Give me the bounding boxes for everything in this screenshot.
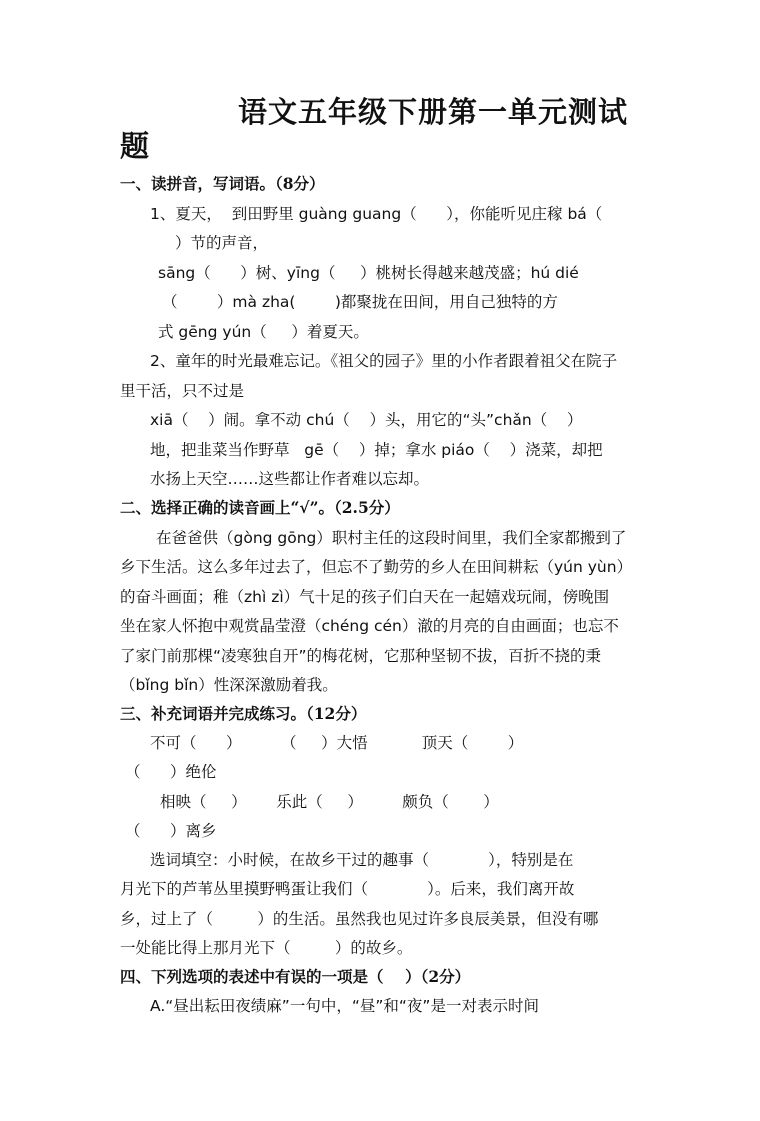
- section-4-line: A.“昼出耘田夜绩麻”一句中，“昼”和“夜”是一对表示时间: [150, 997, 539, 1015]
- section-3-line: 相映（ ） 乐此（ ） 颇负（ ）: [160, 793, 499, 811]
- section-1-line: 2、童年的时光最难忘记。《祖父的园子》里的小作者跟着祖父在院子: [150, 352, 618, 370]
- section-3-line: 一处能比得上那月光下（ ）的故乡。: [120, 939, 413, 957]
- section-4-heading: 四、下列选项的表述中有误的一项是（ ）（2分）: [120, 967, 471, 986]
- page-title-line-1: 语文五年级下册第一单元测试: [238, 95, 629, 129]
- section-1-line: 1、夏天， 到田野里 guàng guang（ ），你能听见庄稼 bá（: [150, 205, 603, 223]
- section-1-line: xiā（ ）闹。拿不动 chú（ ）头，用它的“头”chǎn（ ）: [150, 411, 583, 429]
- page-title-line-2: 题: [120, 129, 151, 163]
- section-1-line: 水扬上天空……这些都让作者难以忘却。: [150, 470, 430, 488]
- section-3-line: 选词填空：小时候，在故乡干过的趣事（ ），特别是在: [150, 851, 574, 869]
- section-3-line: 不可（ ） （ ）大悟 顶天（ ）: [150, 734, 524, 752]
- section-2-heading: 二、选择正确的读音画上“√”。（2.5分）: [120, 498, 400, 517]
- section-3-line: （ ）绝伦: [125, 763, 217, 781]
- section-1-line: 里干活，只不过是: [120, 382, 245, 400]
- section-1-heading: 一、读拼音，写词语。（8分）: [120, 174, 325, 193]
- section-2-line: （bǐng bǐn）性深深激励着我。: [120, 676, 338, 694]
- section-2-line: 坐在家人怀抱中观赏晶莹澄（chéng cén）澈的月亮的自由画面；也忘不: [120, 617, 619, 635]
- section-3-heading: 三、补充词语并完成练习。（12分）: [120, 704, 367, 723]
- section-3-line: （ ）离乡: [125, 822, 217, 840]
- section-1-line: 式 gēng yún（ ）着夏天。: [158, 323, 369, 341]
- section-1-line: ）节的声音，: [175, 234, 269, 252]
- section-1-line: sāng（ ）树、yīng（ ）桃树长得越来越茂盛；hú dié: [158, 264, 579, 282]
- section-1-line: （ ）mà zha( )都聚拢在田间，用自己独特的方: [162, 293, 558, 311]
- section-2-line: 的奋斗画面；稚（zhì zì）气十足的孩子们白天在一起嬉戏玩闹，傍晚围: [120, 588, 610, 606]
- section-2-line: 了家门前那棵“凌寒独自开”的梅花树，它那种坚韧不拔，百折不挠的秉: [120, 647, 602, 665]
- section-3-line: 月光下的芦苇丛里摸野鸭蛋让我们（ ）。后来，我们离开故: [120, 880, 575, 898]
- section-2-line: 在爸爸供（gòng gōng）职村主任的这段时间里，我们全家都搬到了: [156, 529, 627, 547]
- section-2-line: 乡下生活。这么多年过去了，但忘不了勤劳的乡人在田间耕耘（yún yùn）: [120, 558, 633, 576]
- section-1-line: 地，把韭菜当作野草 gē（ ）掉；拿水 piáo（ ）浇菜，却把: [150, 441, 603, 459]
- section-3-line: 乡，过上了（ ）的生活。虽然我也见过许多良辰美景，但没有哪: [120, 910, 599, 928]
